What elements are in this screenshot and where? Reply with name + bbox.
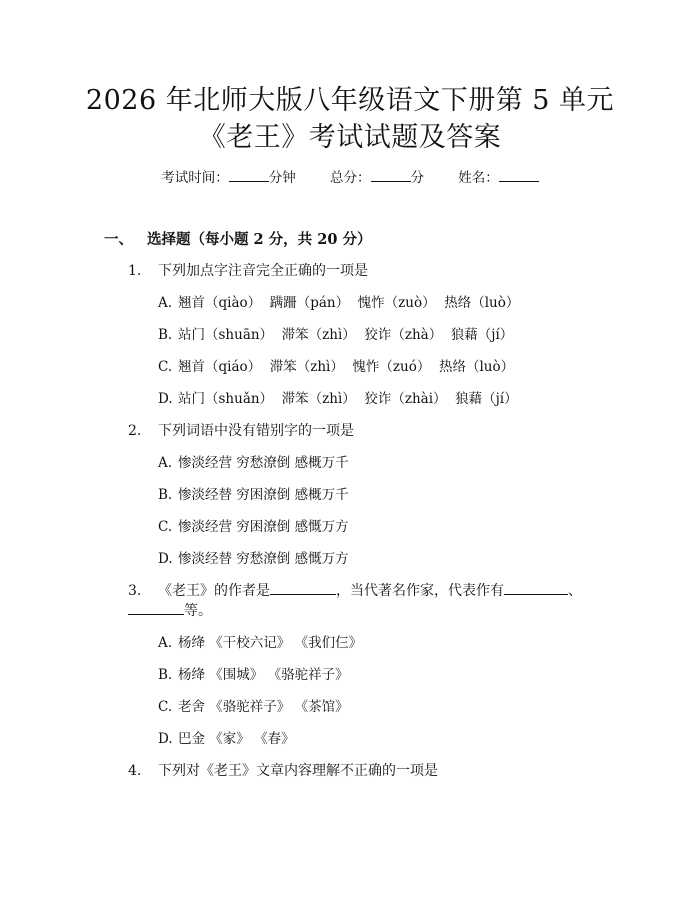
exam-time-label: 考试时间： — [161, 170, 229, 186]
option-letter: B. — [158, 667, 173, 683]
option-letter: B. — [158, 327, 173, 343]
fill-blank-author[interactable] — [270, 581, 336, 595]
question-1 — [128, 261, 368, 281]
question-2 — [128, 421, 354, 441]
question-3-option-b — [158, 665, 349, 685]
fill-blank-work-2[interactable] — [128, 601, 184, 615]
question-3 — [128, 581, 582, 601]
option-letter: D. — [158, 391, 173, 407]
question-number: 1. — [128, 263, 142, 279]
question-2-option-d — [158, 549, 349, 569]
option-text: 翘首（qiáo） 滞笨（zhì） 愧怍（zuó） 热络（luò） — [178, 359, 515, 375]
option-letter: A. — [158, 455, 173, 471]
exam-time-field — [161, 170, 296, 186]
question-text-part-1: 《老王》的作者是 — [158, 583, 270, 599]
exam-time-unit: 分钟 — [268, 170, 296, 186]
question-1-option-c — [158, 357, 514, 377]
option-letter: A. — [158, 295, 173, 311]
option-letter: C. — [158, 519, 173, 535]
question-text-part-3: 、 — [568, 583, 582, 599]
option-text: 站门（shuān） 滞笨（zhì） 狡诈（zhà） 狼藉（jí） — [178, 327, 514, 343]
option-letter: D. — [158, 551, 173, 567]
section-number: 一、 — [104, 231, 133, 248]
option-text: 杨绛 《围城》 《骆驼祥子》 — [178, 667, 349, 683]
question-text: 下列词语中没有错别字的一项是 — [158, 423, 354, 439]
question-text: 下列对《老王》文章内容理解不正确的一项是 — [158, 763, 438, 779]
total-score-unit: 分 — [410, 170, 424, 186]
option-text: 杨绛 《干校六记》 《我们仨》 — [178, 635, 363, 651]
option-letter: A. — [158, 635, 173, 651]
total-score-field — [330, 170, 424, 186]
option-text: 翘首（qiào） 蹒跚（pán） 愧怍（zuò） 热络（luò） — [178, 295, 520, 311]
fill-blank-work-1[interactable] — [504, 581, 568, 595]
question-1-option-a — [158, 293, 519, 313]
question-2-option-c — [158, 517, 349, 537]
total-score-blank — [371, 169, 411, 182]
question-text-part-2: ，当代著名作家，代表作有 — [336, 583, 504, 599]
student-name-field — [458, 170, 539, 186]
option-text: 惨淡经替 穷愁潦倒 感慨万方 — [178, 551, 349, 567]
option-letter: C. — [158, 359, 173, 375]
section-heading — [104, 230, 371, 250]
option-text: 老舍 《骆驼祥子》 《茶馆》 — [178, 699, 349, 715]
option-letter: C. — [158, 699, 173, 715]
question-number: 4. — [128, 763, 142, 779]
question-text-part-4: 等。 — [184, 603, 212, 619]
question-2-option-b — [158, 485, 349, 505]
question-1-option-d — [158, 389, 518, 409]
exam-title-line-1: 2026 年北师大版八年级语文下册第 5 单元 — [85, 85, 615, 116]
option-text: 惨淡经替 穷困潦倒 感概万千 — [178, 487, 349, 503]
student-name-label: 姓名： — [458, 170, 499, 186]
exam-title-line-2: 《老王》考试试题及答案 — [198, 122, 502, 153]
question-3-continuation — [128, 601, 212, 621]
exam-info-row — [0, 168, 700, 188]
option-text: 巴金 《家》 《春》 — [178, 731, 295, 747]
question-1-option-b — [158, 325, 513, 345]
option-letter: B. — [158, 487, 173, 503]
question-3-option-c — [158, 697, 349, 717]
question-number: 3. — [128, 583, 142, 599]
total-score-label: 总分： — [330, 170, 371, 186]
section-title: 选择题（每小题 2 分，共 20 分） — [147, 231, 372, 248]
question-3-option-a — [158, 633, 362, 653]
option-text: 惨淡经营 穷困潦倒 感慨万方 — [178, 519, 349, 535]
exam-time-blank — [229, 169, 269, 182]
student-name-blank — [499, 169, 539, 182]
question-2-option-a — [158, 453, 349, 473]
option-text: 站门（shuǎn） 滞笨（zhì） 狡诈（zhài） 狼藉（jí） — [178, 391, 518, 407]
question-number: 2. — [128, 423, 142, 439]
option-letter: D. — [158, 731, 173, 747]
question-4 — [128, 761, 438, 781]
question-text: 下列加点字注音完全正确的一项是 — [158, 263, 368, 279]
question-3-option-d — [158, 729, 295, 749]
option-text: 惨淡经营 穷愁潦倒 感概万千 — [178, 455, 349, 471]
